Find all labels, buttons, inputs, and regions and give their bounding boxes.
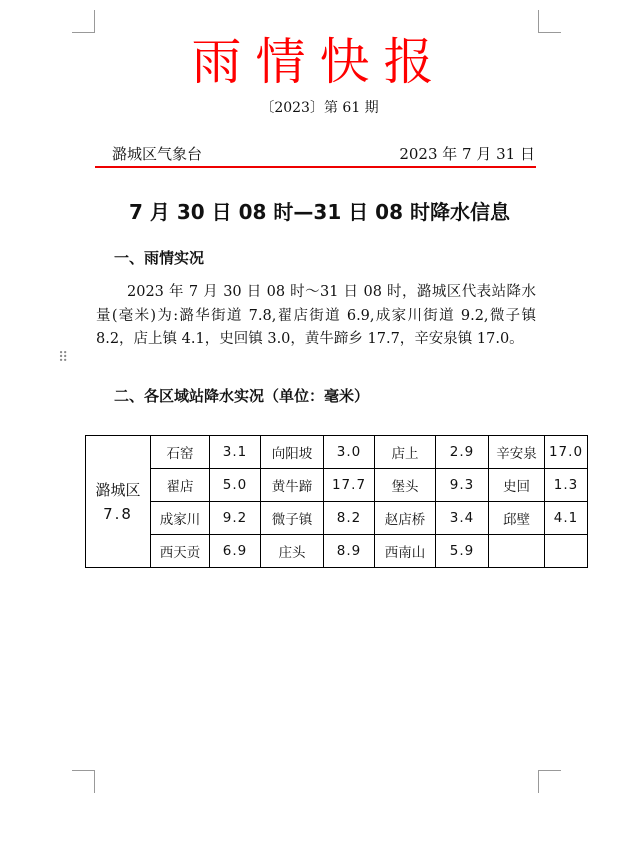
station-value: 8.9 xyxy=(324,535,375,568)
station-value: 17.7 xyxy=(324,469,375,502)
station-name xyxy=(489,535,545,568)
station-value: 9.3 xyxy=(436,469,489,502)
station-value: 2.9 xyxy=(436,436,489,469)
station-name: 微子镇 xyxy=(261,502,324,535)
drag-handle-icon[interactable]: ⠿ xyxy=(58,350,69,366)
rain-summary-paragraph: 2023 年 7 月 30 日 08 时～31 日 08 时，潞城区代表站降水量(毫米)为:潞华街道 7.8,翟店街道 6.9,成家川街道 9.2,微子镇 8.2，店上镇 4.1，史回镇 3.0，黄牛蹄乡 17.7，辛安泉镇 17.0。 xyxy=(96,284,536,347)
region-cell xyxy=(86,436,151,568)
station-value: 3.0 xyxy=(324,436,375,469)
station-value: 3.1 xyxy=(210,436,261,469)
station-name: 史回 xyxy=(489,469,545,502)
station-value: 3.4 xyxy=(436,502,489,535)
report-date: 2023 年 7 月 31 日 xyxy=(399,145,535,163)
station-name: 店上 xyxy=(375,436,436,469)
region-name: 潞城区 xyxy=(95,480,141,499)
issue-number: 〔2023〕第 61 期 xyxy=(260,100,379,116)
station-value: 8.2 xyxy=(324,502,375,535)
table-row xyxy=(86,436,588,469)
station-rainfall-table xyxy=(85,435,588,568)
station-name: 西南山 xyxy=(375,535,436,568)
station-name: 翟店 xyxy=(151,469,210,502)
station-value: 1.3 xyxy=(545,469,588,502)
station-name: 辛安泉 xyxy=(489,436,545,469)
station-name: 西天贡 xyxy=(151,535,210,568)
station-name: 赵店桥 xyxy=(375,502,436,535)
station-name: 堡头 xyxy=(375,469,436,502)
station-name: 庄头 xyxy=(261,535,324,568)
table-row xyxy=(86,502,588,535)
corner-mark xyxy=(538,770,561,793)
station-name: 石窑 xyxy=(151,436,210,469)
table-row xyxy=(86,469,588,502)
station-name: 邱壁 xyxy=(489,502,545,535)
red-divider xyxy=(95,166,536,168)
station-value: 6.9 xyxy=(210,535,261,568)
station-name: 黄牛蹄 xyxy=(261,469,324,502)
station-value: 4.1 xyxy=(545,502,588,535)
corner-mark xyxy=(72,770,95,793)
station-value: 5.0 xyxy=(210,469,261,502)
report-title: 雨情快报 xyxy=(191,33,448,91)
headline: 7 月 30 日 08 时—31 日 08 时降水信息 xyxy=(129,200,510,224)
station-value: 5.9 xyxy=(436,535,489,568)
section-heading-1: 一、雨情实况 xyxy=(114,249,205,267)
region-value: 7.8 xyxy=(103,504,133,523)
station-value: 17.0 xyxy=(545,436,588,469)
organization: 潞城区气象台 xyxy=(112,145,203,163)
station-value xyxy=(545,535,588,568)
station-name: 成家川 xyxy=(151,502,210,535)
station-value: 9.2 xyxy=(210,502,261,535)
station-name: 向阳坡 xyxy=(261,436,324,469)
section-heading-2: 二、各区域站降水实况（单位：毫米） xyxy=(114,387,370,405)
table-row xyxy=(86,535,588,568)
